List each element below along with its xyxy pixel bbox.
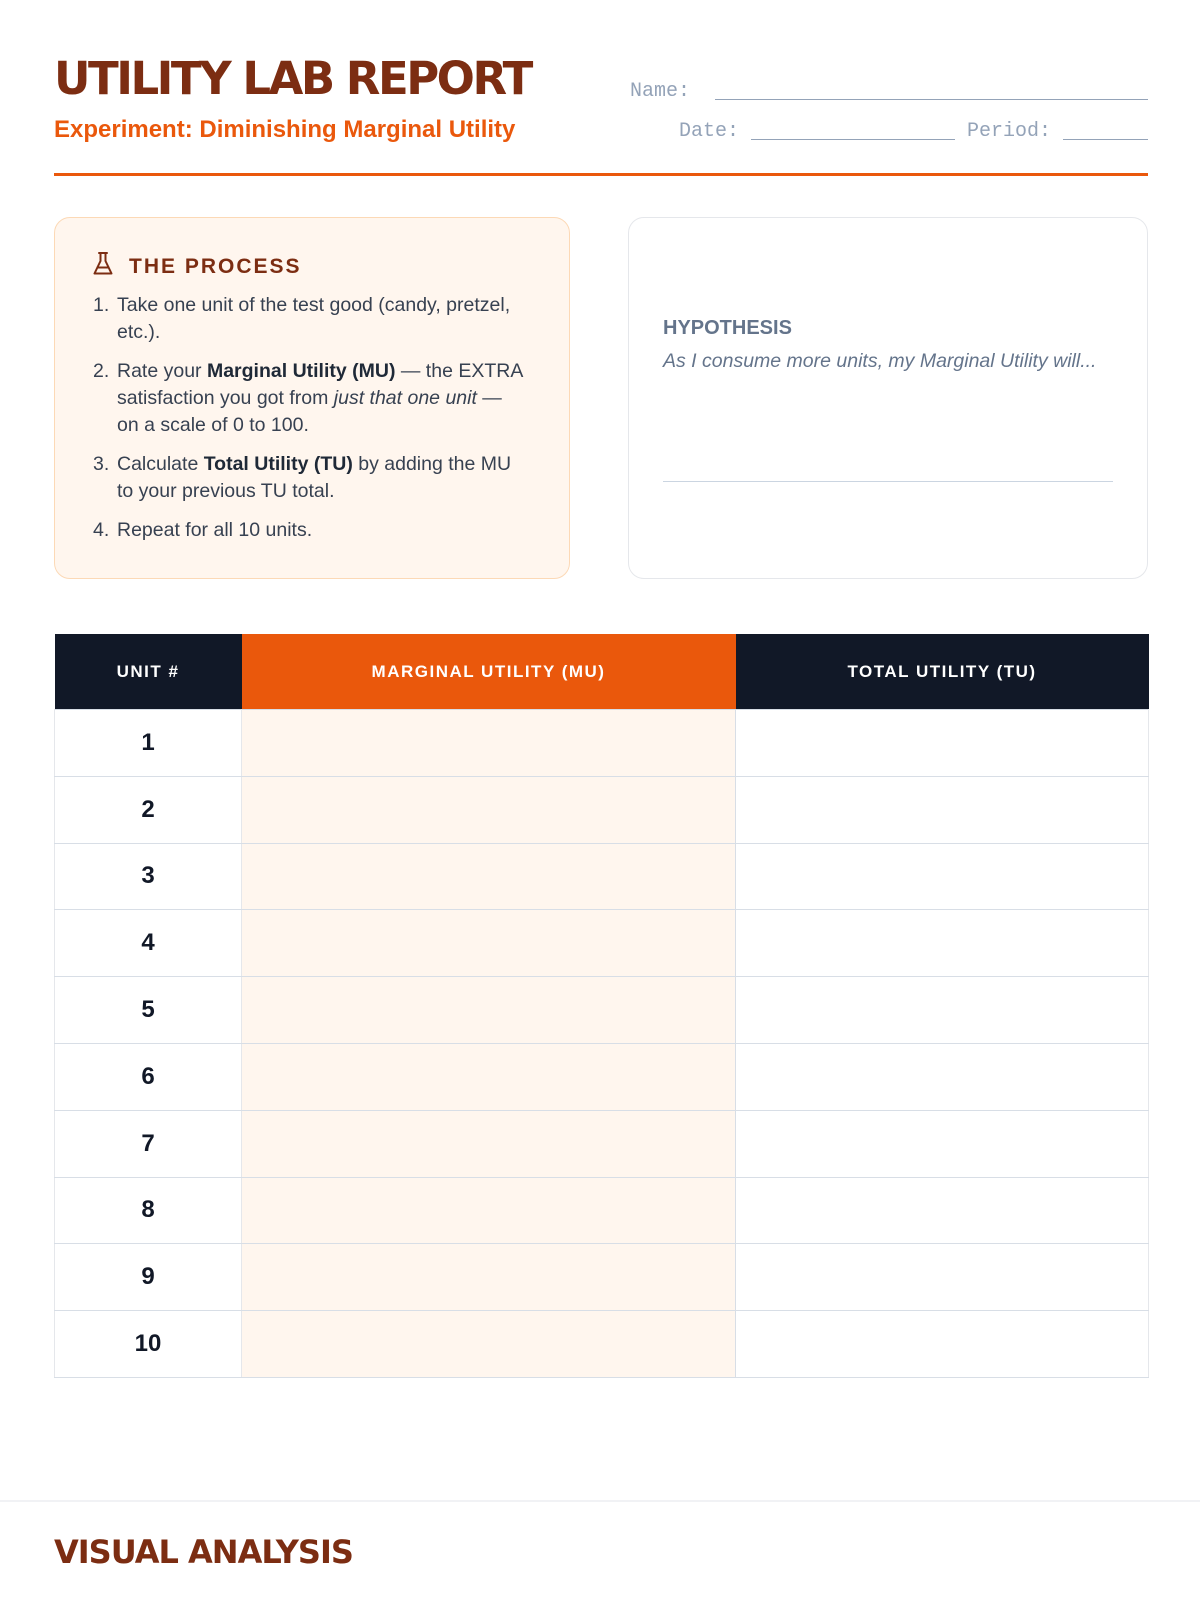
tu-input-cell[interactable] [736,1244,1149,1311]
tu-input-cell[interactable] [736,977,1149,1044]
mu-input-cell[interactable] [242,1311,736,1378]
mu-input-cell[interactable] [242,1043,736,1110]
tu-input-cell[interactable] [736,910,1149,977]
mu-input-cell[interactable] [242,977,736,1044]
tu-input-cell[interactable] [736,1110,1149,1177]
mu-input-cell[interactable] [242,776,736,843]
process-step: 1. Take one unit of the test good (candy, pretzel, etc.). [93,294,511,343]
process-step: 2. Rate your Marginal Utility (MU) — the EXTRA satisfaction you got from just that one unit — on a scale of 0 to 100. [93,360,523,436]
tu-input-cell[interactable] [736,1043,1149,1110]
unit-number: 8 [55,1177,242,1244]
name-label: Name: [630,80,691,103]
table-row [55,1177,1149,1244]
unit-number: 4 [55,910,242,977]
unit-column-header: UNIT # [55,634,242,710]
table-row [55,1244,1149,1311]
table-row [55,977,1149,1044]
process-step: 3. Calculate Total Utility (TU) by adding the MU to your previous TU total. [93,453,512,502]
unit-number: 6 [55,1043,242,1110]
mu-input-cell[interactable] [242,1177,736,1244]
unit-number: 9 [55,1244,242,1311]
period-field[interactable] [1063,139,1148,140]
unit-number: 10 [55,1311,242,1378]
tu-input-cell[interactable] [736,843,1149,910]
process-step: 4. Repeat for all 10 units. [93,519,313,541]
mu-input-cell[interactable] [242,910,736,977]
table-row [55,1311,1149,1378]
hypothesis-title: HYPOTHESIS [663,317,792,339]
utility-table [54,634,1149,1378]
mu-column-header: MARGINAL UTILITY (MU) [242,634,736,710]
experiment-subtitle: Experiment: Diminishing Marginal Utility [54,116,516,143]
header-divider [54,173,1148,176]
table-row [55,710,1149,777]
mu-input-cell[interactable] [242,1244,736,1311]
tu-input-cell[interactable] [736,710,1149,777]
unit-number: 2 [55,776,242,843]
tu-input-cell[interactable] [736,1311,1149,1378]
period-label: Period: [967,120,1052,143]
flask-icon [91,251,115,282]
mu-input-cell[interactable] [242,843,736,910]
table-row [55,1110,1149,1177]
table-row [55,910,1149,977]
tu-input-cell[interactable] [736,1177,1149,1244]
unit-number: 1 [55,710,242,777]
unit-number: 5 [55,977,242,1044]
mu-input-cell[interactable] [242,710,736,777]
process-card [54,217,570,579]
date-label: Date: [679,120,740,143]
name-field[interactable] [715,99,1148,100]
process-header [91,251,302,282]
report-title: UTILITY LAB REPORT [54,52,531,105]
process-title: THE PROCESS [129,254,302,278]
hypothesis-card [628,217,1148,579]
table-row [55,776,1149,843]
table-header-row [55,634,1149,710]
date-field[interactable] [751,139,955,140]
tu-input-cell[interactable] [736,776,1149,843]
table-row [55,843,1149,910]
table-row [55,1043,1149,1110]
unit-number: 3 [55,843,242,910]
section-divider [0,1500,1200,1502]
process-steps [93,292,523,556]
mu-input-cell[interactable] [242,1110,736,1177]
unit-number: 7 [55,1110,242,1177]
visual-analysis-title: VISUAL ANALYSIS [54,1533,353,1571]
hypothesis-prompt: As I consume more units, my Marginal Utility will... [663,350,1097,372]
hypothesis-answer-line[interactable] [663,481,1113,482]
tu-column-header: TOTAL UTILITY (TU) [736,634,1149,710]
